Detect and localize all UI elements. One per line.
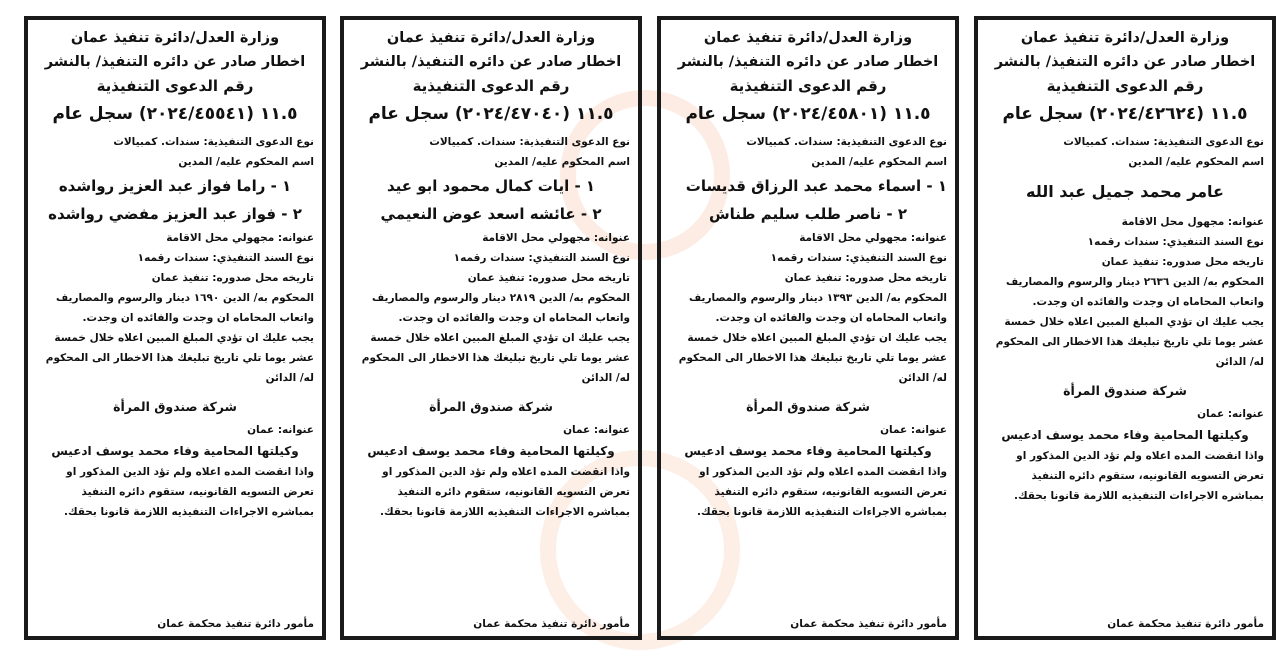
creditor-address: عنوانه: عمان	[880, 424, 947, 436]
notice-header-publication: اخطار صادر عن دائره التنفيذ/ بالنشر	[677, 54, 939, 70]
issue-place: تاريخه محل صدوره: تنفيذ عمان	[1101, 256, 1264, 268]
notice-header-ministry: وزارة العدل/دائرة تنفيذ عمان	[703, 30, 913, 46]
creditor-company: شركة صندوق المرأة	[746, 399, 870, 414]
notice-3	[340, 16, 642, 640]
notice-header-ministry: وزارة العدل/دائرة تنفيذ عمان	[70, 30, 280, 46]
notice-4	[24, 16, 326, 640]
creditor-address: عنوانه: عمان	[563, 424, 630, 436]
creditor-agent: وكيلتها المحامية وفاء محمد يوسف ادعيس	[684, 444, 932, 458]
defendant-address: عنوانه: مجهولي محل الاقامة	[799, 232, 947, 244]
notice-footer: مأمور دائرة تنفيذ محكمة عمان	[790, 618, 947, 630]
amount-line: المحكوم به/ الدين ١٣٩٣ دينار والرسوم والمصاريف	[689, 292, 947, 304]
case-number: ١١.٥ (٢٠٢٤/٤٧٠٤٠) سجل عام	[368, 104, 614, 124]
defendant-name-1: عامر محمد جميل عبد الله	[1026, 182, 1224, 201]
case-number: ١١.٥ (٢٠٢٤/٤٢٦٢٤) سجل عام	[1002, 104, 1248, 124]
enforcement-warning: واذا انقضت المده اعلاه ولم تؤد الدين المذكور او تعرض التسويه القانونيه، ستقوم دائره التنفيذ بمباشره الاجراءات التنفيذيه اللازمة قانونا بحقك.	[1013, 450, 1264, 502]
notice-header-case-label: رقم الدعوى التنفيذية	[1046, 77, 1204, 95]
amount-line: المحكوم به/ الدين ٢٦٣٦ دينار والرسوم والمصاريف	[1006, 276, 1264, 288]
notice-header-case-label: رقم الدعوى التنفيذية	[96, 77, 254, 95]
enforcement-warning: واذا انقضت المده اعلاه ولم تؤد الدين المذكور او تعرض التسويه القانونيه، ستقوم دائره التنفيذ بمباشره الاجراءات التنفيذيه اللازمة قانونا بحقك.	[379, 466, 630, 518]
defendant-address: عنوانه: مجهول محل الاقامة	[1121, 216, 1264, 228]
fees-line: واتعاب المحاماه ان وجدت والفائده ان وجدت.	[398, 312, 630, 324]
creditor-agent: وكيلتها المحامية وفاء محمد يوسف ادعيس	[51, 444, 299, 458]
document-type: نوع السند التنفيذي: سندات رقمه١	[770, 252, 947, 264]
creditor-agent: وكيلتها المحامية وفاء محمد يوسف ادعيس	[367, 444, 615, 458]
payment-instruction: يجب عليك ان تؤدي المبلغ المبين اعلاه خلال خمسة عشر يوما تلي تاريخ تبليغك هذا الاخطار الى المحكوم له/ الدائن	[995, 316, 1264, 368]
creditor-company: شركة صندوق المرأة	[113, 399, 237, 414]
creditor-company: شركة صندوق المرأة	[429, 399, 553, 414]
notice-header-publication: اخطار صادر عن دائره التنفيذ/ بالنشر	[44, 54, 306, 70]
case-number: ١١.٥ (٢٠٢٤/٤٥٥٤١) سجل عام	[52, 104, 298, 124]
issue-place: تاريخه محل صدوره: تنفيذ عمان	[784, 272, 947, 284]
document-type: نوع السند التنفيذي: سندات رقمه١	[1087, 236, 1264, 248]
notice-header-ministry: وزارة العدل/دائرة تنفيذ عمان	[1020, 30, 1230, 46]
notice-header-case-label: رقم الدعوى التنفيذية	[729, 77, 887, 95]
creditor-agent: وكيلتها المحامية وفاء محمد يوسف ادعيس	[1001, 428, 1249, 442]
defendant-label: اسم المحكوم عليه/ المدين	[494, 156, 630, 168]
enforcement-warning: واذا انقضت المده اعلاه ولم تؤد الدين المذكور او تعرض التسويه القانونيه، ستقوم دائره التنفيذ بمباشره الاجراءات التنفيذيه اللازمة قانونا بحقك.	[696, 466, 947, 518]
defendant-label: اسم المحكوم عليه/ المدين	[1128, 156, 1264, 168]
amount-line: المحكوم به/ الدين ١٦٩٠ دينار والرسوم والمصاريف	[56, 292, 314, 304]
amount-line: المحكوم به/ الدين ٢٨١٩ دينار والرسوم والمصاريف	[372, 292, 630, 304]
defendant-label: اسم المحكوم عليه/ المدين	[178, 156, 314, 168]
notice-header-publication: اخطار صادر عن دائره التنفيذ/ بالنشر	[994, 54, 1256, 70]
notice-footer: مأمور دائرة تنفيذ محكمة عمان	[157, 618, 314, 630]
payment-instruction: يجب عليك ان تؤدي المبلغ المبين اعلاه خلال خمسة عشر يوما تلي تاريخ تبليغك هذا الاخطار الى المحكوم له/ الدائن	[45, 332, 314, 384]
document-type: نوع السند التنفيذي: سندات رقمه١	[453, 252, 630, 264]
creditor-address: عنوانه: عمان	[1197, 408, 1264, 420]
notice-footer: مأمور دائرة تنفيذ محكمة عمان	[473, 618, 630, 630]
fees-line: واتعاب المحاماه ان وجدت والفائده ان وجدت.	[715, 312, 947, 324]
issue-place: تاريخه محل صدوره: تنفيذ عمان	[151, 272, 314, 284]
notice-header-ministry: وزارة العدل/دائرة تنفيذ عمان	[386, 30, 596, 46]
case-type: نوع الدعوى التنفيذية: سندات. كمبيالات	[113, 136, 314, 148]
notice-header-case-label: رقم الدعوى التنفيذية	[412, 77, 570, 95]
defendant-name-2: ٢ - ناصر طلب سليم طناش	[708, 205, 908, 223]
defendant-name-1: ١ - راما فواز عبد العزيز رواشده	[58, 177, 292, 195]
issue-place: تاريخه محل صدوره: تنفيذ عمان	[467, 272, 630, 284]
notice-2	[657, 16, 959, 640]
defendant-name-1: ١ - اسماء محمد عبد الرزاق قديسات	[685, 177, 947, 195]
defendant-name-2: ٢ - عائشه اسعد عوض النعيمي	[380, 205, 602, 223]
case-type: نوع الدعوى التنفيذية: سندات. كمبيالات	[429, 136, 630, 148]
case-type: نوع الدعوى التنفيذية: سندات. كمبيالات	[746, 136, 947, 148]
defendant-address: عنوانه: مجهولي محل الاقامة	[166, 232, 314, 244]
defendant-address: عنوانه: مجهولي محل الاقامة	[482, 232, 630, 244]
payment-instruction: يجب عليك ان تؤدي المبلغ المبين اعلاه خلال خمسة عشر يوما تلي تاريخ تبليغك هذا الاخطار الى المحكوم له/ الدائن	[678, 332, 947, 384]
enforcement-warning: واذا انقضت المده اعلاه ولم تؤد الدين المذكور او تعرض التسويه القانونيه، ستقوم دائره التنفيذ بمباشره الاجراءات التنفيذيه اللازمة قانونا بحقك.	[63, 466, 314, 518]
payment-instruction: يجب عليك ان تؤدي المبلغ المبين اعلاه خلال خمسة عشر يوما تلي تاريخ تبليغك هذا الاخطار الى المحكوم له/ الدائن	[361, 332, 630, 384]
defendant-name-1: ١ - ايات كمال محمود ابو عيد	[386, 177, 596, 195]
fees-line: واتعاب المحاماه ان وجدت والفائده ان وجدت.	[1032, 296, 1264, 308]
document-type: نوع السند التنفيذي: سندات رقمه١	[137, 252, 314, 264]
creditor-company: شركة صندوق المرأة	[1063, 383, 1187, 398]
defendant-label: اسم المحكوم عليه/ المدين	[811, 156, 947, 168]
case-number: ١١.٥ (٢٠٢٤/٤٥٨٠١) سجل عام	[685, 104, 931, 124]
defendant-name-2: ٢ - فواز عبد العزيز مفضي رواشده	[48, 205, 302, 223]
notice-1	[974, 16, 1276, 640]
case-type: نوع الدعوى التنفيذية: سندات. كمبيالات	[1063, 136, 1264, 148]
creditor-address: عنوانه: عمان	[247, 424, 314, 436]
fees-line: واتعاب المحاماه ان وجدت والفائده ان وجدت.	[82, 312, 314, 324]
notice-footer: مأمور دائرة تنفيذ محكمة عمان	[1107, 618, 1264, 630]
notice-header-publication: اخطار صادر عن دائره التنفيذ/ بالنشر	[360, 54, 622, 70]
